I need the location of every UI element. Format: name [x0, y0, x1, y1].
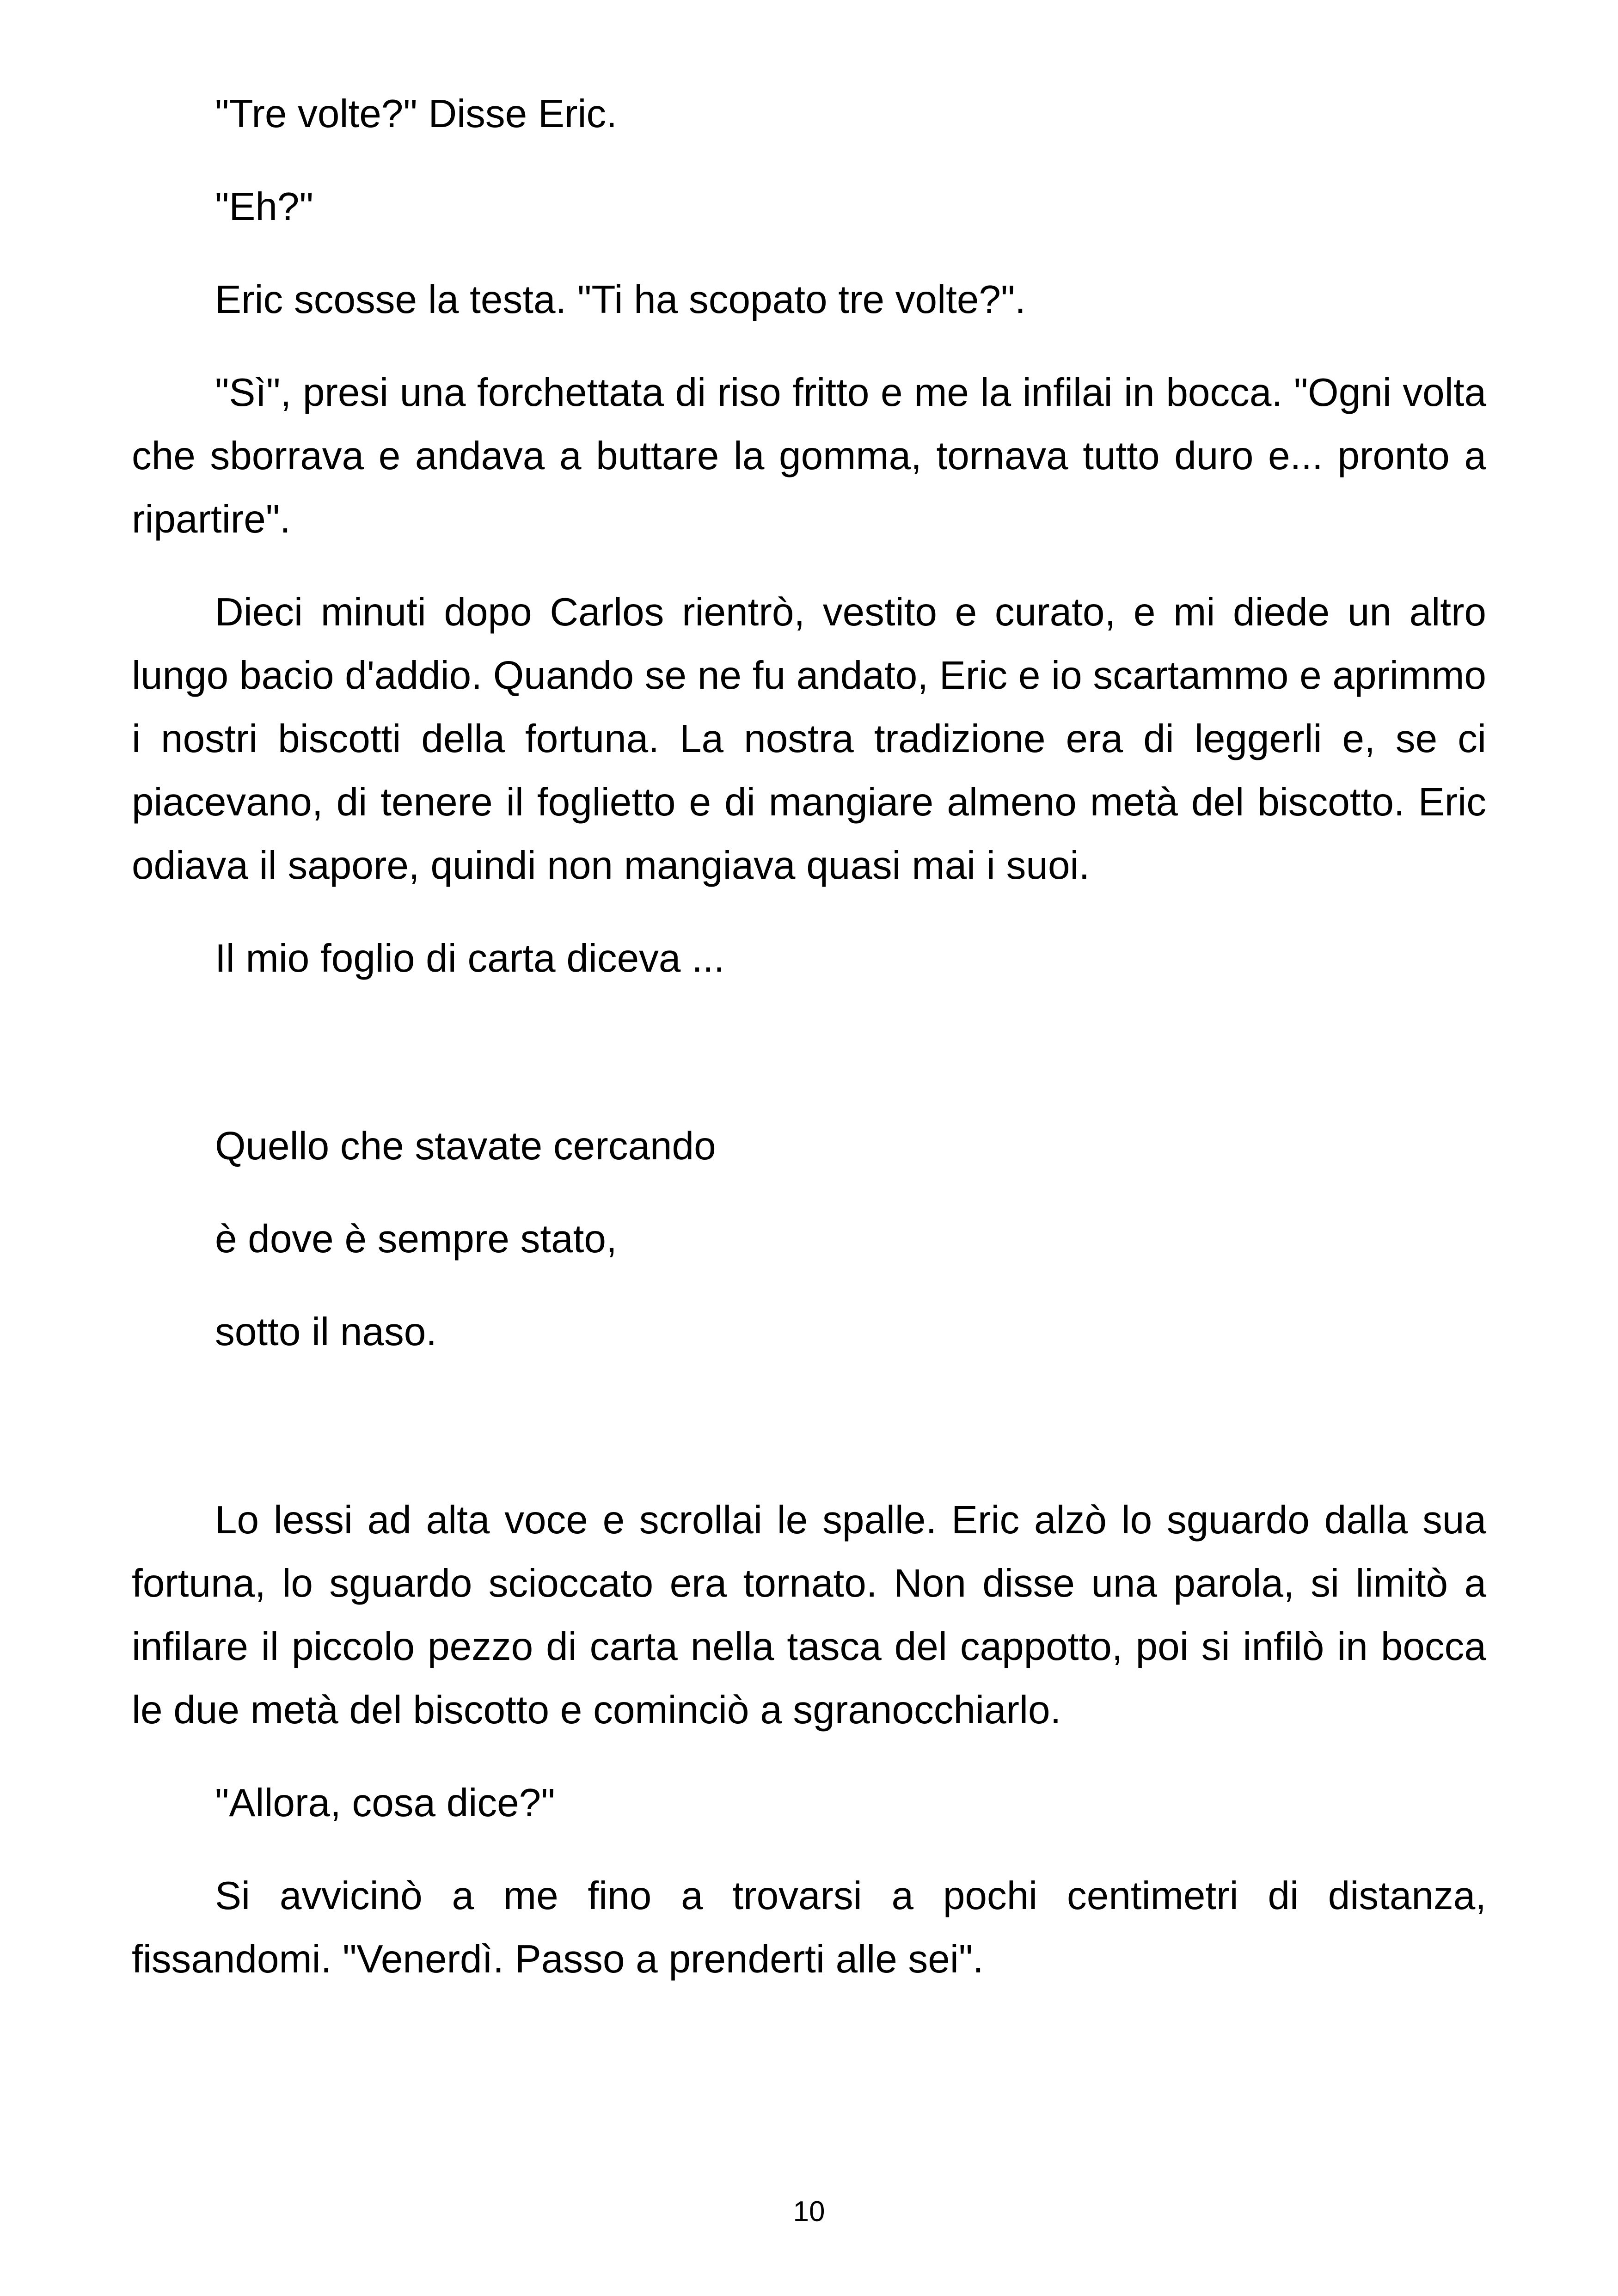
page-number: 10 — [793, 2196, 825, 2228]
blank-space — [132, 1020, 1486, 1114]
paragraph-eh: "Eh?" — [215, 185, 313, 229]
poem-line: è dove è sempre stato, — [215, 1217, 617, 1261]
paragraph-si-avvicino: Si avvicinò a me fino a trovarsi a pochi centimetri di distanza, fissandomi. "Venerdì. Passo a prenderti alle sei". — [132, 1874, 1486, 1981]
paragraph-dieci-minuti: Dieci minuti dopo Carlos rientrò, vestito e curato, e mi diede un altro lungo bacio d'addio. Quando se ne fu andato, Eric e io scartammo e aprimmo i nostri biscotti della fortuna. La nostra tradizione era di leggerli e, se ci piacevano, di tenere il foglietto e di mangiare almeno metà del biscotto. Eric odiava il sapore, quindi non mangiava quasi mai i suoi. — [132, 590, 1486, 888]
poem-line: sotto il naso. — [215, 1310, 437, 1354]
paragraph-si-presi: "Sì", presi una forchettata di riso fritto e me la infilai in bocca. "Ogni volta che sborrava e andava a buttare la gomma, tornava tutto duro e... pronto a ripartire". — [132, 371, 1486, 541]
page-text-body — [132, 82, 1486, 2020]
paragraph-tre-volte: "Tre volte?" Disse Eric. — [215, 92, 617, 136]
paragraph-foglio-di-carta: Il mio foglio di carta diceva ... — [215, 937, 725, 980]
paragraph-eric-scosse: Eric scosse la testa. "Ti ha scopato tre volte?". — [215, 278, 1026, 322]
poem-line: Quello che stavate cercando — [215, 1124, 716, 1168]
blank-space — [132, 1393, 1486, 1488]
fortune-poem — [132, 1114, 1486, 1364]
paragraph-allora: "Allora, cosa dice?" — [215, 1781, 555, 1825]
paragraph-lo-lessi: Lo lessi ad alta voce e scrollai le spalle. Eric alzò lo sguardo dalla sua fortuna, lo sguardo scioccato era tornato. Non disse una parola, si limitò a infilare il piccolo pezzo di carta nella tasca del cappotto, poi si infilò in bocca le due metà del biscotto e cominciò a sgranocchiarlo. — [132, 1498, 1486, 1732]
